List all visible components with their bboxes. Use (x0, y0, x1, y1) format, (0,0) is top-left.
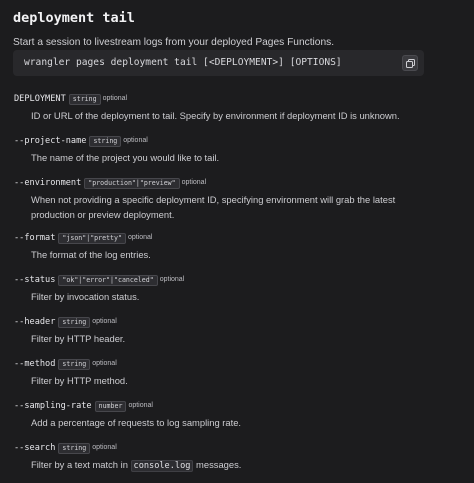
param-description: The name of the project you would like to tail. (31, 152, 220, 163)
param-format (14, 231, 454, 263)
command-text: wrangler pages deployment tail [<DEPLOYMENT>] [OPTIONS] (24, 57, 342, 68)
param-name: DEPLOYMENT (14, 94, 66, 104)
optional-label: optional (127, 234, 153, 241)
page-title: deployment tail (13, 10, 135, 26)
type-badge: string (58, 359, 90, 370)
optional-label: optional (181, 179, 207, 186)
param-description: Filter by invocation status. (31, 291, 140, 302)
optional-label: optional (128, 402, 153, 409)
type-badge: string (58, 317, 90, 328)
param-description: When not providing a specific deployment ID, specifying environment will grab the latest production or preview deployment. (31, 194, 396, 220)
type-badge: string (58, 443, 90, 454)
param-description: ID or URL of the deployment to tail. Specify by environment if deployment ID is unknown. (31, 110, 400, 121)
optional-label: optional (102, 95, 128, 102)
param-method (14, 357, 454, 389)
type-badge: string (89, 136, 121, 147)
param-name: --project-name (14, 136, 87, 146)
type-badge: string (69, 94, 101, 105)
type-badge: number (95, 401, 127, 412)
optional-label: optional (92, 360, 117, 367)
type-badge: "ok"|"error"|"canceled" (58, 275, 157, 286)
optional-label: optional (92, 444, 117, 451)
command-code-block (13, 50, 424, 76)
param-status (14, 273, 454, 305)
param-description: The format of the log entries. (31, 249, 151, 260)
type-badge: "production"|"preview" (84, 178, 179, 189)
type-badge: "json"|"pretty" (58, 233, 126, 244)
param-sampling-rate (14, 399, 454, 431)
optional-label: optional (123, 137, 148, 144)
optional-label: optional (92, 318, 117, 325)
param-search (14, 441, 454, 474)
param-description (31, 458, 431, 474)
param-project-name (14, 134, 454, 166)
param-description: Filter by HTTP header. (31, 333, 126, 344)
param-environment (14, 176, 454, 222)
desc-text-before: Filter by a text match in (31, 459, 131, 470)
page-subtitle: Start a session to livestream logs from your deployed Pages Functions. (13, 37, 335, 48)
param-name: --environment (14, 178, 82, 188)
desc-text-after: messages. (193, 459, 242, 470)
param-deployment (14, 92, 454, 124)
optional-label: optional (159, 276, 185, 283)
param-name: --method (14, 359, 56, 369)
param-name: --sampling-rate (14, 401, 92, 411)
param-description: Add a percentage of requests to log sampling rate. (31, 417, 242, 428)
param-name: --status (14, 275, 56, 285)
param-name: --header (14, 317, 56, 327)
param-description: Filter by HTTP method. (31, 375, 128, 386)
copy-button[interactable] (402, 55, 418, 71)
param-name: --format (14, 233, 56, 243)
param-header (14, 315, 454, 347)
param-name: --search (14, 443, 56, 453)
inline-code: console.log (131, 460, 194, 472)
